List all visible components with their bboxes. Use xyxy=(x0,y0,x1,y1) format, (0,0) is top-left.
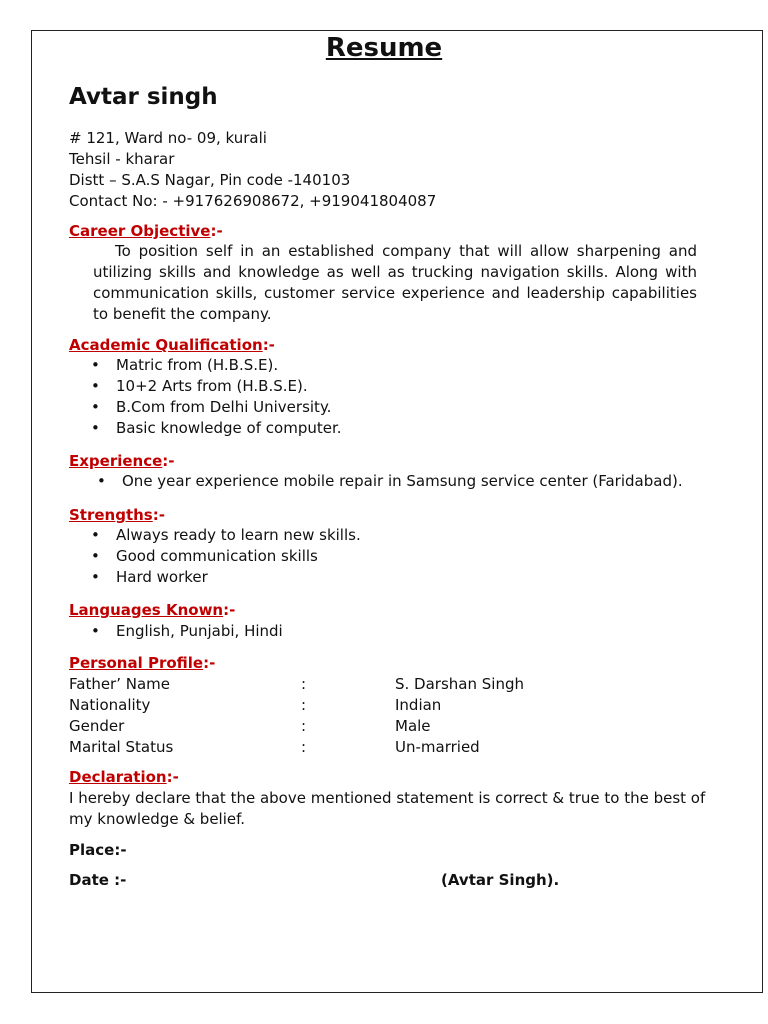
strengths-suffix: :- xyxy=(152,506,165,524)
languages-heading-text: Languages Known xyxy=(69,601,224,619)
resume-title: Resume xyxy=(325,33,443,63)
experience-heading xyxy=(69,451,175,472)
profile-label-father: Father’ Name xyxy=(69,675,171,693)
profile-label-marital: Marital Status xyxy=(69,738,174,756)
profile-value-father: S. Darshan Singh xyxy=(395,675,524,693)
languages-heading xyxy=(69,600,235,621)
place-label: Place:- xyxy=(69,841,127,859)
profile-separator: : xyxy=(301,717,307,735)
declaration-suffix: :- xyxy=(166,768,179,786)
declaration-line-2: my knowledge & belief. xyxy=(69,810,246,828)
strength-item: • Good communication skills xyxy=(116,546,318,567)
strength-item: • Always ready to learn new skills. xyxy=(116,525,361,546)
address-line-3: Distt – S.A.S Nagar, Pin code -140103 xyxy=(69,171,351,189)
academic-item: • Matric from (H.B.S.E). xyxy=(116,355,278,376)
academic-suffix: :- xyxy=(262,336,275,354)
declaration-heading xyxy=(69,767,179,788)
strengths-heading xyxy=(69,505,165,526)
address-line-2: Tehsil - kharar xyxy=(69,150,175,168)
signature: (Avtar Singh). xyxy=(441,871,560,889)
academic-item: • Basic knowledge of computer. xyxy=(116,418,342,439)
career-objective-heading xyxy=(69,221,223,242)
language-item: • English, Punjabi, Hindi xyxy=(116,621,283,642)
declaration-line-1: I hereby declare that the above mentioned statement is correct & true to the best of xyxy=(69,789,706,807)
academic-heading xyxy=(69,335,275,356)
profile-label-gender: Gender xyxy=(69,717,125,735)
experience-suffix: :- xyxy=(162,452,175,470)
date-label: Date :- xyxy=(69,871,127,889)
academic-heading-text: Academic Qualification xyxy=(69,336,263,354)
declaration-heading-text: Declaration xyxy=(69,768,167,786)
profile-separator: : xyxy=(301,696,307,714)
personal-profile-suffix: :- xyxy=(203,654,216,672)
strength-item: • Hard worker xyxy=(116,567,208,588)
address-line-1: # 121, Ward no- 09, kurali xyxy=(69,129,267,147)
contact-line: Contact No: - +917626908672, +919041804087 xyxy=(69,192,437,210)
candidate-name: Avtar singh xyxy=(69,84,218,110)
career-objective-heading-text: Career Objective xyxy=(69,222,211,240)
career-objective-text: To position self in an established company that will allow sharpening and utilizing skills and knowledge as well as trucking navigation skills. Along with communication skills, customer service experience and leadership capabilities to benefit the company. xyxy=(93,242,697,323)
profile-value-gender: Male xyxy=(395,717,431,735)
languages-suffix: :- xyxy=(223,601,236,619)
profile-value-marital: Un-married xyxy=(395,738,480,756)
academic-item: • B.Com from Delhi University. xyxy=(116,397,331,418)
personal-profile-heading-text: Personal Profile xyxy=(69,654,204,672)
personal-profile-heading xyxy=(69,653,215,674)
academic-item: • 10+2 Arts from (H.B.S.E). xyxy=(116,376,308,397)
profile-separator: : xyxy=(301,675,307,693)
profile-separator: : xyxy=(301,738,307,756)
profile-value-nationality: Indian xyxy=(395,696,442,714)
experience-heading-text: Experience xyxy=(69,452,163,470)
strengths-heading-text: Strengths xyxy=(69,506,153,524)
experience-item: • One year experience mobile repair in Samsung service center (Faridabad). xyxy=(122,471,683,492)
career-objective-suffix: :- xyxy=(210,222,223,240)
profile-label-nationality: Nationality xyxy=(69,696,151,714)
